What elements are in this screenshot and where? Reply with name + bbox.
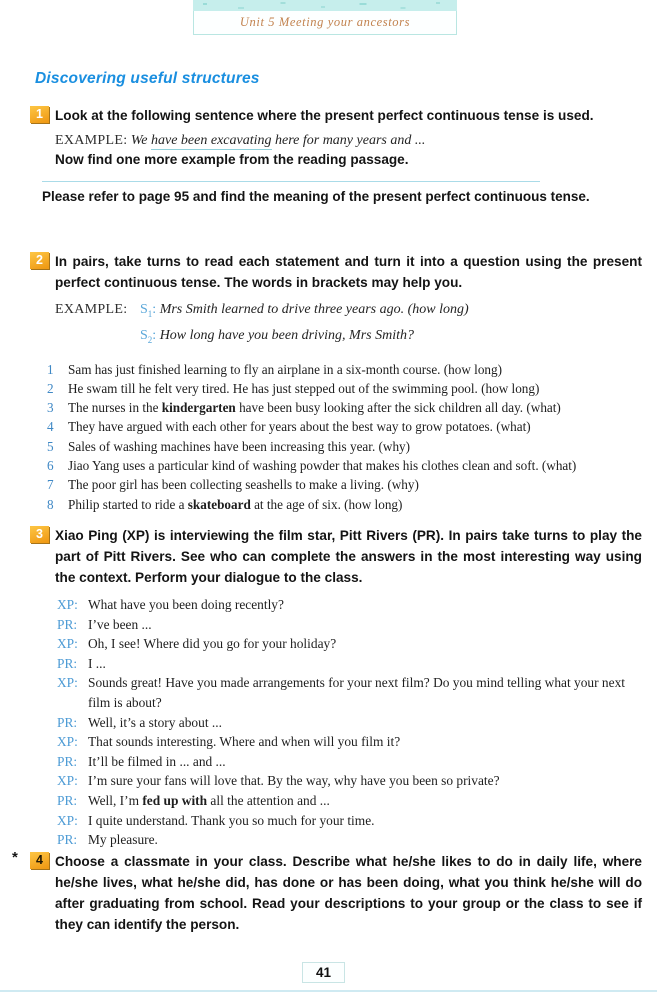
list-item-number: 3 [47, 400, 54, 416]
dialogue-line [57, 811, 642, 831]
list-item-number: 4 [47, 419, 54, 435]
dialogue-text: Well, it’s a story about ... [88, 714, 222, 730]
exercise-instruction: In pairs, take turns to read each statement and turn it into a question using the present perfect continuous tense. The words in brackets may help you. [55, 254, 642, 290]
section-heading: Discovering useful structures [35, 70, 260, 87]
exercise-4 [12, 849, 642, 935]
speaker-label: PR: [57, 655, 78, 671]
page-number: 41 [316, 965, 332, 980]
speaker-s1: $S_1$: Mrs Smith learned to drive three years ago. (how long) [140, 302, 469, 319]
example-label: EXAMPLE: [55, 302, 128, 317]
speaker-label: PR: [57, 832, 78, 848]
list-item-text: Sam has just finished learning to fly an airplane in a six-month course. (how long) [68, 361, 502, 377]
dialogue-line [57, 771, 642, 791]
underlined-phrase: have been excavating [151, 133, 272, 148]
list-item [47, 475, 642, 494]
exercise-instruction: Choose a classmate in your class. Describe what he/she likes to do in daily life, where he/she lives, what he/she did, has done or has been doing, what you think he/she will do after graduating from school. Read your descriptions to your group or the class to see if they can identify the person. [55, 854, 642, 932]
speaker-label: XP: [57, 773, 78, 789]
dialogue-line [57, 830, 642, 850]
exercise-number-badge: 3 [30, 526, 49, 543]
dialogue-line [57, 732, 642, 752]
list-item [47, 360, 642, 379]
answer-blank-line [42, 181, 540, 182]
speaker-label: PR: [57, 616, 78, 632]
exercise-1 [30, 105, 642, 204]
speaker-s2: $S_2$: How long have you been driving, Mrs Smith? [140, 327, 414, 345]
dialogue-text: I ... [88, 655, 106, 671]
speaker-label: XP: [57, 597, 78, 612]
unit-title: Unit 5 Meeting your ancestors [193, 11, 457, 35]
dialogue-line [57, 634, 642, 654]
exercise-3 [30, 525, 642, 850]
list-item-text: The poor girl has been collecting seashells to make a living. (why) [68, 477, 419, 493]
speaker-label: PR: [57, 753, 78, 769]
list-item-number: 8 [47, 496, 54, 512]
list-item [47, 456, 642, 475]
water-texture-strip [193, 0, 457, 11]
dialogue-text: What have you been doing recently? [88, 597, 284, 612]
list-item-number: 7 [47, 477, 54, 493]
list-item-number: 2 [47, 380, 54, 396]
dialogue-text: It’ll be filmed in ... and ... [88, 753, 226, 769]
speaker-label: XP: [57, 675, 78, 691]
exercise-number-badge: 2 [30, 252, 49, 269]
list-item-number: 6 [47, 458, 54, 474]
example-sentence [55, 130, 642, 151]
dialogue-text: I’m sure your fans will love that. By the way, why have you been so private? [88, 773, 500, 789]
dialogue-line [57, 673, 642, 712]
speaker-label: PR: [57, 792, 78, 808]
list-item-text: Jiao Yang uses a particular kind of washing powder that makes his clothes clean and soft. (what) [68, 458, 577, 474]
speaker-label: XP: [57, 734, 78, 750]
page-reference-note: Please refer to page 95 and find the meaning of the present perfect continuous tense. [42, 189, 590, 204]
dialogue-text: I quite understand. Thank you so much for your time. [88, 812, 375, 828]
statement-list [47, 360, 642, 514]
interview-dialogue [57, 595, 642, 850]
vocab-word: skateboard [187, 496, 251, 512]
exercise-2 [30, 251, 642, 514]
example-dialogue-line-2 [140, 325, 642, 351]
example-text-pre: We [130, 133, 151, 148]
dialogue-line [57, 595, 642, 615]
vocab-phrase: fed up with [142, 792, 208, 808]
list-item-text: They have argued with each other for years about the best way to grow potatoes. (what) [68, 419, 531, 435]
star-marker: * [12, 849, 18, 866]
example-text-post: here for many years and ... [271, 133, 426, 148]
exercise-number-badge: 4 [30, 852, 49, 869]
vocab-word: kindergarten [161, 400, 236, 416]
dialogue-line [57, 654, 642, 674]
dialogue-line [57, 791, 642, 811]
list-item-text: Philip started to ride a skateboard at the age of six. (how long) [68, 496, 403, 512]
dialogue-text: Oh, I see! Where did you go for your holiday? [88, 636, 337, 652]
speaker-label: XP: [57, 636, 78, 652]
page-number-box [302, 962, 345, 983]
list-item-text: Sales of washing machines have been increasing this year. (why) [68, 438, 411, 454]
exercise-instruction: Xiao Ping (XP) is interviewing the film star, Pitt Rivers (PR). In pairs take turns to play the part of Pitt Rivers. See who can complete the answers in the most interesting way using the context. Perform your dialogue to the class. [55, 528, 642, 585]
dialogue-text: Well, I’m fed up with all the attention and ... [88, 792, 330, 808]
speaker-label: PR: [57, 714, 78, 730]
dialogue-line [57, 713, 642, 733]
dialogue-text: I’ve been ... [88, 616, 152, 632]
dialogue-text: My pleasure. [88, 832, 158, 848]
dialogue-line [57, 615, 642, 635]
dialogue-text: That sounds interesting. Where and when will you film it? [88, 734, 401, 750]
exercise-note: Now find one more example from the reading passage. [55, 152, 409, 167]
list-item-text: He swam till he felt very tired. He has just stepped out of the swimming pool. (how long) [68, 380, 540, 396]
example-label: EXAMPLE: [55, 133, 128, 148]
speaker-label: XP: [57, 812, 78, 828]
example-s2-text: How long have you been driving, Mrs Smith? [159, 327, 414, 343]
list-item [47, 437, 642, 456]
unit-banner [193, 0, 457, 35]
example-s1-text: Mrs Smith learned to drive three years ago. (how long) [159, 302, 469, 317]
list-item [47, 398, 642, 417]
exercise-number-badge: 1 [30, 106, 49, 123]
list-item-text: The nurses in the kindergarten have been busy looking after the sick children all day. (what) [68, 400, 561, 416]
dialogue-text: Sounds great! Have you made arrangements for your next film? Do you mind telling what your next film is about? [88, 675, 625, 710]
list-item [47, 417, 642, 436]
list-item [47, 495, 642, 514]
exercise-instruction: Look at the following sentence where the present perfect continuous tense is used. [55, 108, 594, 123]
list-item-number: 5 [47, 438, 54, 454]
list-item-number: 1 [47, 361, 54, 377]
example-dialogue-line-1 [55, 299, 642, 325]
dialogue-line [57, 752, 642, 772]
list-item [47, 379, 642, 398]
